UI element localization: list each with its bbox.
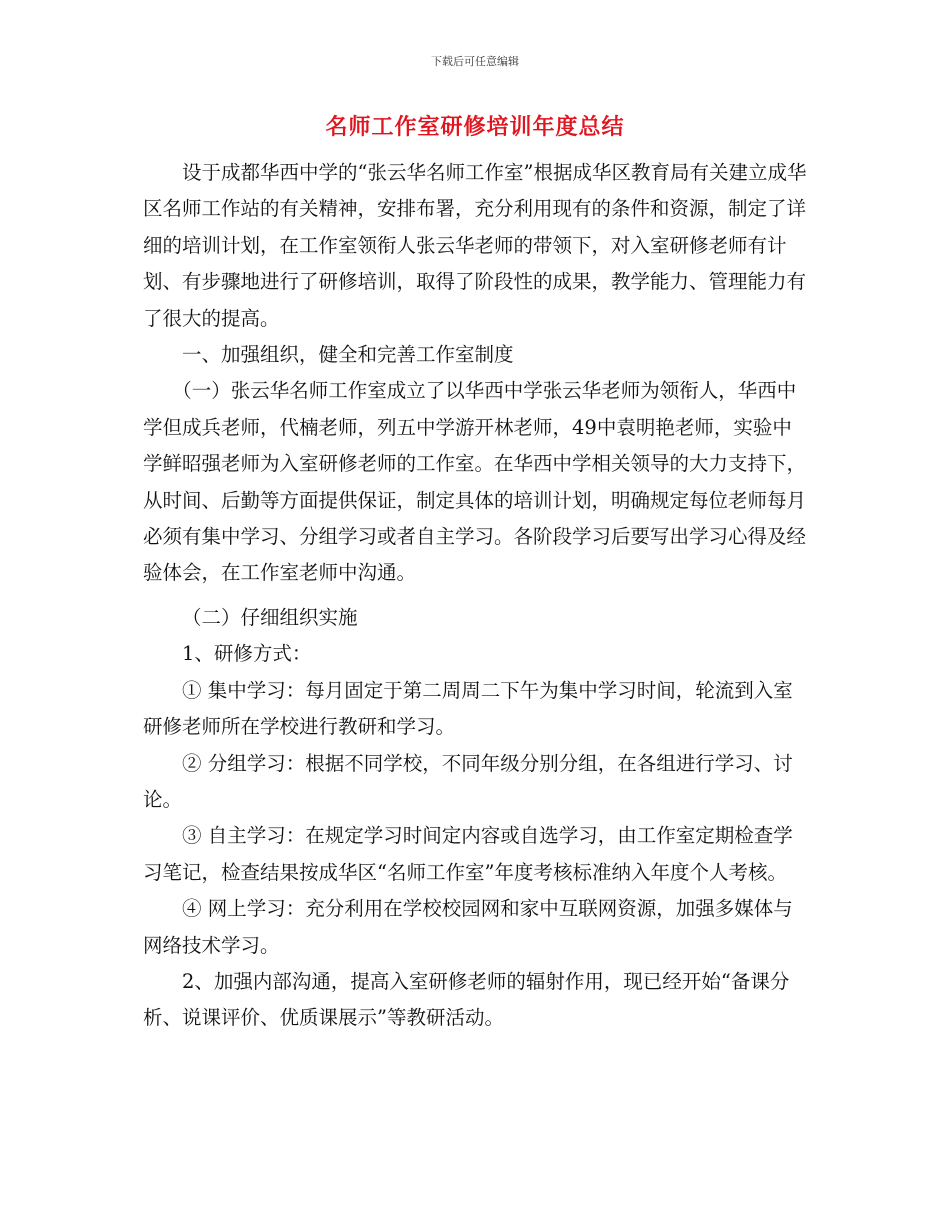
subsection-heading-2: （二）仔细组织实施 [182,605,358,629]
page-header-note: 下载后可任意编辑 [431,55,519,68]
section-heading-1: 一、加强组织，健全和完善工作室制度 [182,343,514,367]
paragraph-communication: 2、加强内部沟通，提高入室研修老师的辐射作用，现已经开始“备课分析、说课评价、优质课展示”等教研活动。 [143,969,790,1030]
document-title: 名师工作室研修培训年度总结 [325,115,625,140]
document-body [143,155,807,1037]
list-item-online-study: ④ 网上学习：充分利用在学校校园网和家中互联网资源，加强多媒体与网络技术学习。 [143,897,793,957]
list-item-collective-study: ① 集中学习：每月固定于第二周周二下午为集中学习时间，轮流到入室研修老师所在学校进行教研和学习。 [143,678,793,739]
paragraph-subsection-1: （一）张云华名师工作室成立了以华西中学张云华老师为领衔人，华西中学但成兵老师，代楠老师，列五中学游开林老师，49中袁明艳老师，实验中学鲜昭强老师为入室研修老师的工作室。在华西中学相关领导的大力支持下，从时间、后勤等方面提供保证，制定具体的培训计划，明确规定每位老师每月必须有集中学习、分组学习或者自主学习。各阶段学习后要写出学习心得及经验体会，在工作室老师中沟通。 [143,379,807,585]
list-item-group-study: ② 分组学习：根据不同学校，不同年级分别分组，在各组进行学习、讨论。 [143,751,793,811]
paragraph-intro: 设于成都华西中学的“张云华名师工作室”根据成华区教育局有关建立成华区名师工作站的有关精神，安排布署，充分利用现有的条件和资源，制定了详细的培训计划，在工作室领衔人张云华老师的带领下，对入室研修老师有计划、有步骤地进行了研修培训，取得了阶段性的成果，教学能力、管理能力有了很大的提高。 [143,161,807,330]
list-item-self-study: ③ 自主学习：在规定学习时间定内容或自选学习，由工作室定期检查学习笔记，检查结果按成华区“名师工作室”年度考核标准纳入年度个人考核。 [143,824,793,884]
list-heading-methods: 1、研修方式： [182,642,312,666]
